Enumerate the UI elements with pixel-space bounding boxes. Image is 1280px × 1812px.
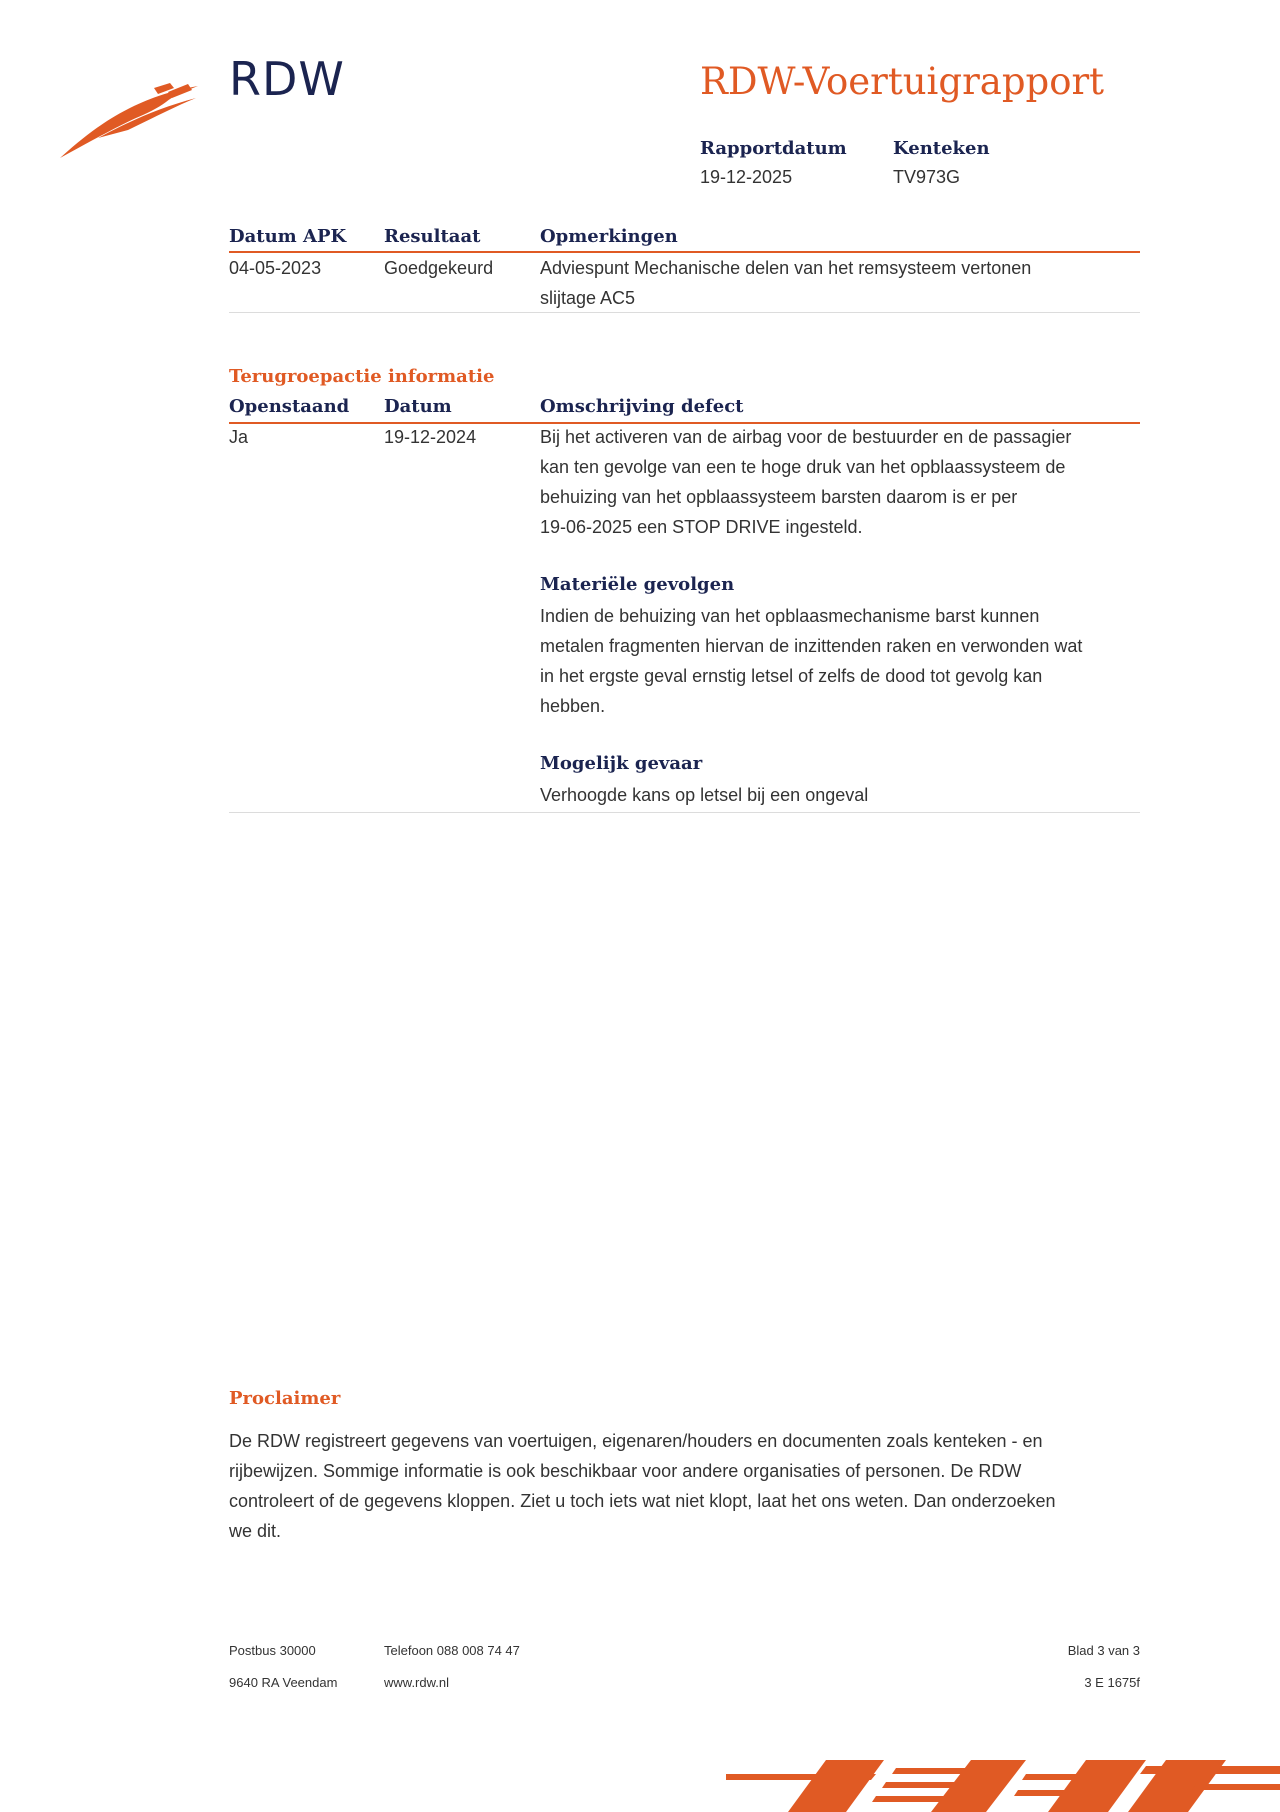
footer-phone: Telefoon 088 008 74 47 <box>384 1643 520 1658</box>
consequences-title: Materiële gevolgen <box>540 574 735 595</box>
apk-row-result: Goedgekeurd <box>384 258 494 278</box>
danger-text: Verhoogde kans op letsel bij een ongeval <box>540 785 869 805</box>
license-plate-value: TV973G <box>893 167 961 187</box>
report-date-value: 19-12-2025 <box>700 167 793 187</box>
brand-name: RDW <box>229 52 345 106</box>
apk-row-remarks-line: slijtage AC5 <box>540 288 636 308</box>
recall-col-defect: Omschrijving defect <box>540 396 744 417</box>
footer-postbus: Postbus 30000 <box>229 1643 316 1658</box>
proclaimer-line: rijbewijzen. Sommige informatie is ook beschikbaar voor andere organisaties of personen. De RDW <box>229 1461 1022 1481</box>
proclaimer-line: controleert of de gegevens kloppen. Ziet u toch iets wat niet klopt, laat het ons weten. Dan onderzoeken <box>229 1491 1056 1511</box>
defect-line: Bij het activeren van de airbag voor de bestuurder en de passagier <box>540 427 1072 447</box>
footer-document-code: 3 E 1675f <box>1084 1675 1140 1690</box>
footer-website-link[interactable]: www.rdw.nl <box>384 1675 450 1690</box>
apk-row-date: 04-05-2023 <box>229 258 322 278</box>
proclaimer-line: De RDW registreert gegevens van voertuigen, eigenaren/houders en documenten zoals kenteken - en <box>229 1431 1043 1451</box>
consequences-line: metalen fragmenten hiervan de inzittenden raken en verwonden wat <box>540 636 1083 656</box>
recall-row-divider <box>229 812 1140 813</box>
defect-line: behuizing van het opblaassysteem barsten daarom is er per <box>540 487 1018 507</box>
apk-col-date: Datum APK <box>229 226 347 247</box>
report-title: RDW-Voertuigrapport <box>700 60 1105 103</box>
apk-row-remarks-line: Adviespunt Mechanische delen van het remsysteem vertonen <box>540 258 1032 278</box>
defect-line: kan ten gevolge van een te hoge druk van het opblaassysteem de <box>540 457 1066 477</box>
apk-row-divider <box>229 312 1140 313</box>
consequences-line: in het ergste geval ernstig letsel of zelfs de dood tot gevolg kan <box>540 666 1043 686</box>
license-plate-label: Kenteken <box>893 138 990 159</box>
report-date-label: Rapportdatum <box>700 138 847 159</box>
recall-open-value: Ja <box>229 427 249 447</box>
danger-title: Mogelijk gevaar <box>540 753 703 774</box>
proclaimer-title: Proclaimer <box>229 1388 341 1409</box>
recall-col-open: Openstaand <box>229 396 350 417</box>
apk-col-remarks: Opmerkingen <box>540 226 678 247</box>
consequences-line: hebben. <box>540 696 606 716</box>
recall-col-date: Datum <box>384 396 452 417</box>
recall-date-value: 19-12-2024 <box>384 427 477 447</box>
consequences-line: Indien de behuizing van het opblaasmechanisme barst kunnen <box>540 606 1040 626</box>
proclaimer-line: we dit. <box>229 1521 282 1541</box>
recall-section-title: Terugroepactie informatie <box>229 366 495 387</box>
footer-city: 9640 RA Veendam <box>229 1675 338 1690</box>
rdw-wing-logo-icon <box>58 78 208 162</box>
rdw-stripes-decoration-icon <box>726 1760 1280 1812</box>
footer-page-number: Blad 3 van 3 <box>1067 1643 1140 1658</box>
apk-col-result: Resultaat <box>384 226 481 247</box>
defect-line: 19-06-2025 een STOP DRIVE ingesteld. <box>540 517 863 537</box>
